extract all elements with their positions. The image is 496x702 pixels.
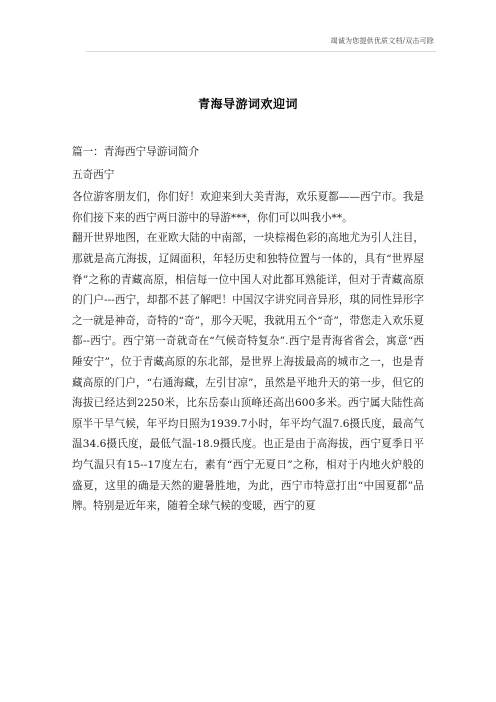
document-body [72, 142, 424, 517]
subheading: 五奇西宁 [72, 168, 115, 181]
header-note: 竭诚为您提供优质文档/双击可除 [330, 37, 434, 45]
paragraph: 翻开世界地图，在亚欧大陆的中南部，一块棕褐色彩的高地尤为引人注目，那就是高亢海拔，辽阔面积，年轻历史和独特位置与一体的，具有“世界屋脊”之称的青藏高原，相信每一位中国人对此都耳熟能详，但对于青藏高原的门户---西宁，却都不甚了解吧！中国汉字讲究同音异形，琪的同性异形字之一就是神奇，奇特的“奇”，那今天呢，我就用五个“奇”，带您走入欢乐夏都--西宁。西宁第一奇就奇在“气候奇特复杂”.西宁是青海省省会，寓意“西陲安宁”，位于青藏高原的东北部，是世界上海拔最高的城市之一，也是青藏高原的门户，“右通海藏，左引甘凉”，虽然是平地升天的第一步，但它的海拔已经达到2250米，比东岳泰山顶峰还高出600多米。西宁属大陆性高原半干旱气候，年平均日照为1939.7小时，年平均气温7.6摄氏度，最高气温34.6摄氏度，最低气温-18.9摄氏度。也正是由于高海拔，西宁夏季日平均气温只有15--17度左右，素有“西宁无夏日”之称，相对于内地火炉般的盛夏，这里的确是天然的避暑胜地，为此，西宁市特意打出“中国夏都”品牌。特别是近年来，随着全球气候的变暖，西宁的夏 [72, 232, 424, 513]
document-title: 青海导游词欢迎词 [197, 97, 298, 111]
header-divider [86, 51, 436, 52]
section-heading: 篇一：青海西宁导游词简介 [72, 146, 200, 158]
paragraph: 各位游客朋友们，你们好！欢迎来到大美青海，欢乐夏都——西宁市。我是你们接下来的西宁两日游中的导游***，你们可以叫我小**。 [72, 191, 424, 224]
